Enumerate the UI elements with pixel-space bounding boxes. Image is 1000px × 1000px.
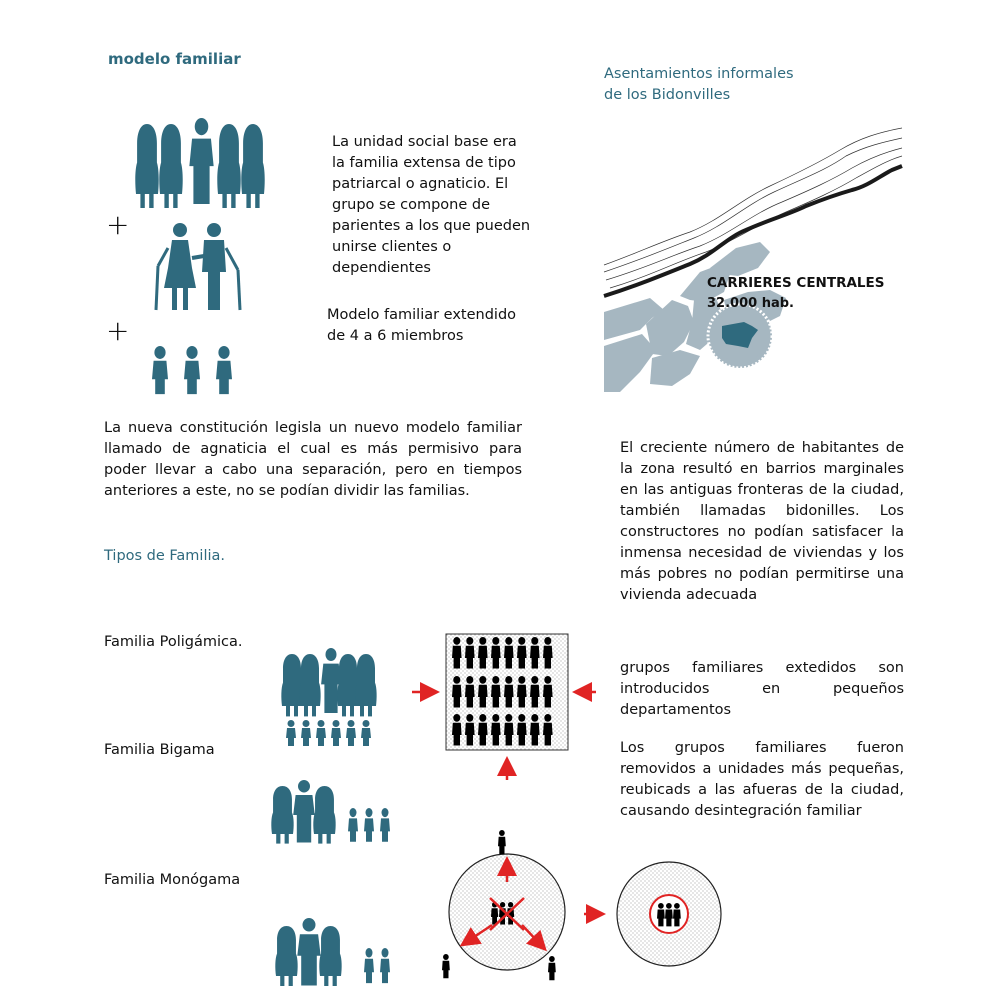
apartment-diagram <box>400 630 620 780</box>
family-model-caption: Modelo familiar extendido de 4 a 6 miembros <box>327 307 517 344</box>
map-population: 32.000 hab. <box>707 296 794 311</box>
extended-family-icon <box>134 118 270 210</box>
family-type-polygamous: Familia Poligámica. <box>104 634 243 650</box>
carrieres-centrales-badge <box>708 304 772 368</box>
relocation-note: Los grupos familiares fueron removidos a unidades más pequeñas, reubicads a las afueras de la ciudad, causando desintegración familiar <box>620 740 904 819</box>
page-title: modelo familiar <box>108 50 241 68</box>
plus-sign: + <box>106 208 130 241</box>
person-icon <box>498 830 506 854</box>
grandparents-icon <box>154 222 244 312</box>
map-title-line2: de los Bidonvilles <box>604 87 731 103</box>
family-type-bigamous: Familia Bigama <box>104 742 215 758</box>
apartments-note: grupos familiares extedidos son introducidos en pequeños departamentos <box>620 660 904 718</box>
family-description: La unidad social base era la familia extensa de tipo patriarcal o agnaticio. El grupo se compone de parientes a los que pueden unirse clientes o dependientes <box>332 134 531 276</box>
separated-unit-diagram <box>580 850 710 980</box>
person-icon <box>442 954 450 978</box>
map-title <box>604 64 794 106</box>
family-type-monogamous: Familia Monógama <box>104 872 241 888</box>
bigamous-family-icon <box>272 780 400 846</box>
polygamous-family-icon <box>282 648 378 750</box>
constitution-text: La nueva constitución legisla un nuevo modelo familiar llamado de agnaticia el cual es más permisivo para poder llevar a cabo una separación, pero en tiempos anteriores a este, no se podían dividir las familias. <box>104 420 522 499</box>
map-label: CARRIERES CENTRALES <box>707 275 885 291</box>
bidonville-text: El creciente número de habitantes de la zona resultó en barrios marginales en las antiguas fronteras de la ciudad, también llamadas bidonilles. Los constructores no podían satisfacer la inmensa necesidad de viviendas y los más pobres no podían permitirse una vivienda adecuada <box>620 440 904 603</box>
dispersion-diagram <box>436 826 576 986</box>
children-icon <box>150 346 236 396</box>
family-types-title: Tipos de Familia. <box>104 548 226 564</box>
plus-sign: + <box>106 314 130 347</box>
bidonville-map <box>600 128 904 398</box>
monogamous-family-icon <box>276 918 396 988</box>
map-title-line1: Asentamientos informales <box>604 66 794 82</box>
person-icon <box>548 956 556 980</box>
